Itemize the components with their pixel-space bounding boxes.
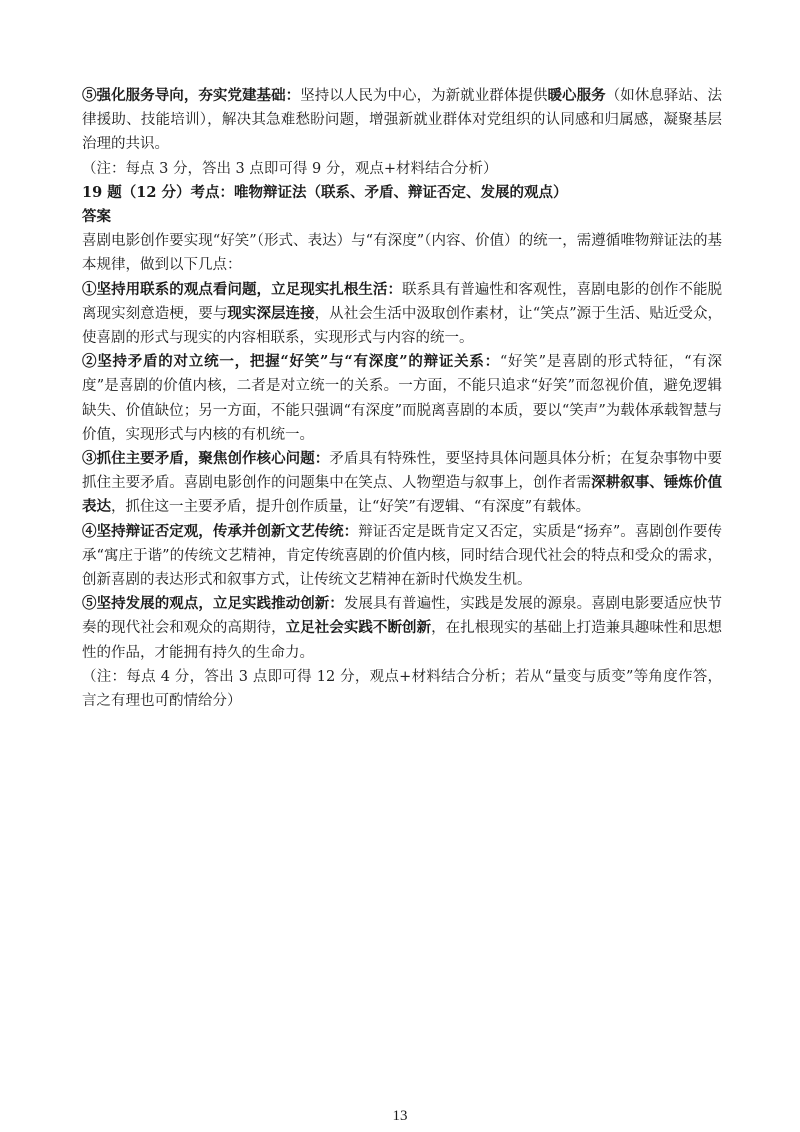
scoring-note <box>82 665 722 713</box>
answer-content <box>82 84 722 713</box>
page-number: 13 <box>392 1108 408 1124</box>
text-run: 矛盾具有特殊性，要坚持具体问题具体分析；在复杂事物中要抓住主要矛盾。喜剧电影创作的问题集中在笑点、人物塑造与叙事上，创作者需 <box>82 451 723 492</box>
text-run: 联系具有普遍性和客观性，喜剧电影的创作不能脱离现实刻意造梗，要与 <box>82 281 723 322</box>
bold-text: ④坚持辩证否定观，传承并创新文艺传统： <box>82 522 359 540</box>
text-run: （如休息驿站、法律援助、技能培训），解决其急难愁盼问题，增强新就业群体对党组织的认同感和归属感，凝聚基层治理的共识。 <box>82 88 723 153</box>
paragraph <box>82 278 722 351</box>
text-run: 辩证否定是既肯定又否定，实质是“扬弃”。喜剧创作要传承“寓庄于谐”的传统文艺精神，肯定传统喜剧的价值内核，同时结合现代社会的特点和受众的需求，创新喜剧的表达形式和叙事方式，让传统文艺精神在新时代焕发生机。 <box>82 523 723 589</box>
bold-text: ②坚持矛盾的对立统一，把握“好笑”与“有深度”的辩证关系： <box>82 353 500 371</box>
scoring-note <box>82 157 722 181</box>
bold-text: ⑤强化服务导向，夯实党建基础： <box>82 87 301 104</box>
bold-text: 答案 <box>82 208 111 226</box>
text-run: 坚持以人民为中心，为新就业群体提供 <box>300 88 548 104</box>
text-run: （注：每点 4 分，答出 3 点即可得 12 分，观点+材料结合分析；若从“量变与质变”等角度作答，言之有理也可酌情给分） <box>82 668 722 710</box>
paragraph <box>82 520 722 593</box>
text-run: ，在扎根现实的基础上打造兼具趣味性和思想性的作品，才能拥有持久的生命力。 <box>82 620 723 661</box>
paragraph <box>82 447 722 520</box>
text-run: ，抓住这一主要矛盾，提升创作质量，让“好笑”有逻辑、“有深度”有载体。 <box>111 499 591 516</box>
bold-text: 暖心服务 <box>547 87 606 104</box>
bold-text: 深耕叙事、锤炼价值表达 <box>82 474 722 516</box>
text-run: “好笑”是喜剧的形式特征，“有深度”是喜剧的价值内核，二者是对立统一的关系。一方面，不能只追求“好笑”而忽视价值，避免逻辑缺失、价值缺位；另一方面，不能只强调“有深度”而脱离喜剧的本质，要以“笑声”为载体承载智慧与价值，实现形式与内核的有机统一。 <box>82 354 722 443</box>
bold-text: 立足社会实践不断创新 <box>285 619 432 637</box>
paragraph <box>82 592 722 665</box>
bold-text: ①坚持用联系的观点看问题，立足现实扎根生活： <box>82 280 403 298</box>
paragraph <box>82 350 722 447</box>
paragraph <box>82 229 722 277</box>
paragraph <box>82 181 722 205</box>
bold-text: 现实深层连接 <box>227 304 315 322</box>
text-run: ，从社会生活中汲取创作素材，让“笑点”源于生活、贴近受众，使喜剧的形式与现实的内容相联系，实现形式与内容的统一。 <box>82 305 723 347</box>
bold-text: ③抓住主要矛盾，聚焦创作核心问题： <box>82 450 330 468</box>
bold-text: ⑤坚持发展的观点，立足实践推动创新： <box>82 595 344 613</box>
bold-text: 19 题（12 分）考点：唯物辩证法（联系、矛盾、辩证否定、发展的观点） <box>82 183 568 201</box>
paragraph <box>82 84 722 157</box>
text-run: 发展具有普遍性，实践是发展的源泉。喜剧电影要适应快节奏的现代社会和观众的高期待， <box>82 596 723 637</box>
text-run: （注：每点 3 分，答出 3 点即可得 9 分，观点+材料结合分析） <box>82 160 498 177</box>
paragraph <box>82 205 722 229</box>
text-run: 喜剧电影创作要实现“好笑”（形式、表达）与“有深度”（内容、价值）的统一，需遵循唯物辩证法的基本规律，做到以下几点： <box>82 233 722 274</box>
